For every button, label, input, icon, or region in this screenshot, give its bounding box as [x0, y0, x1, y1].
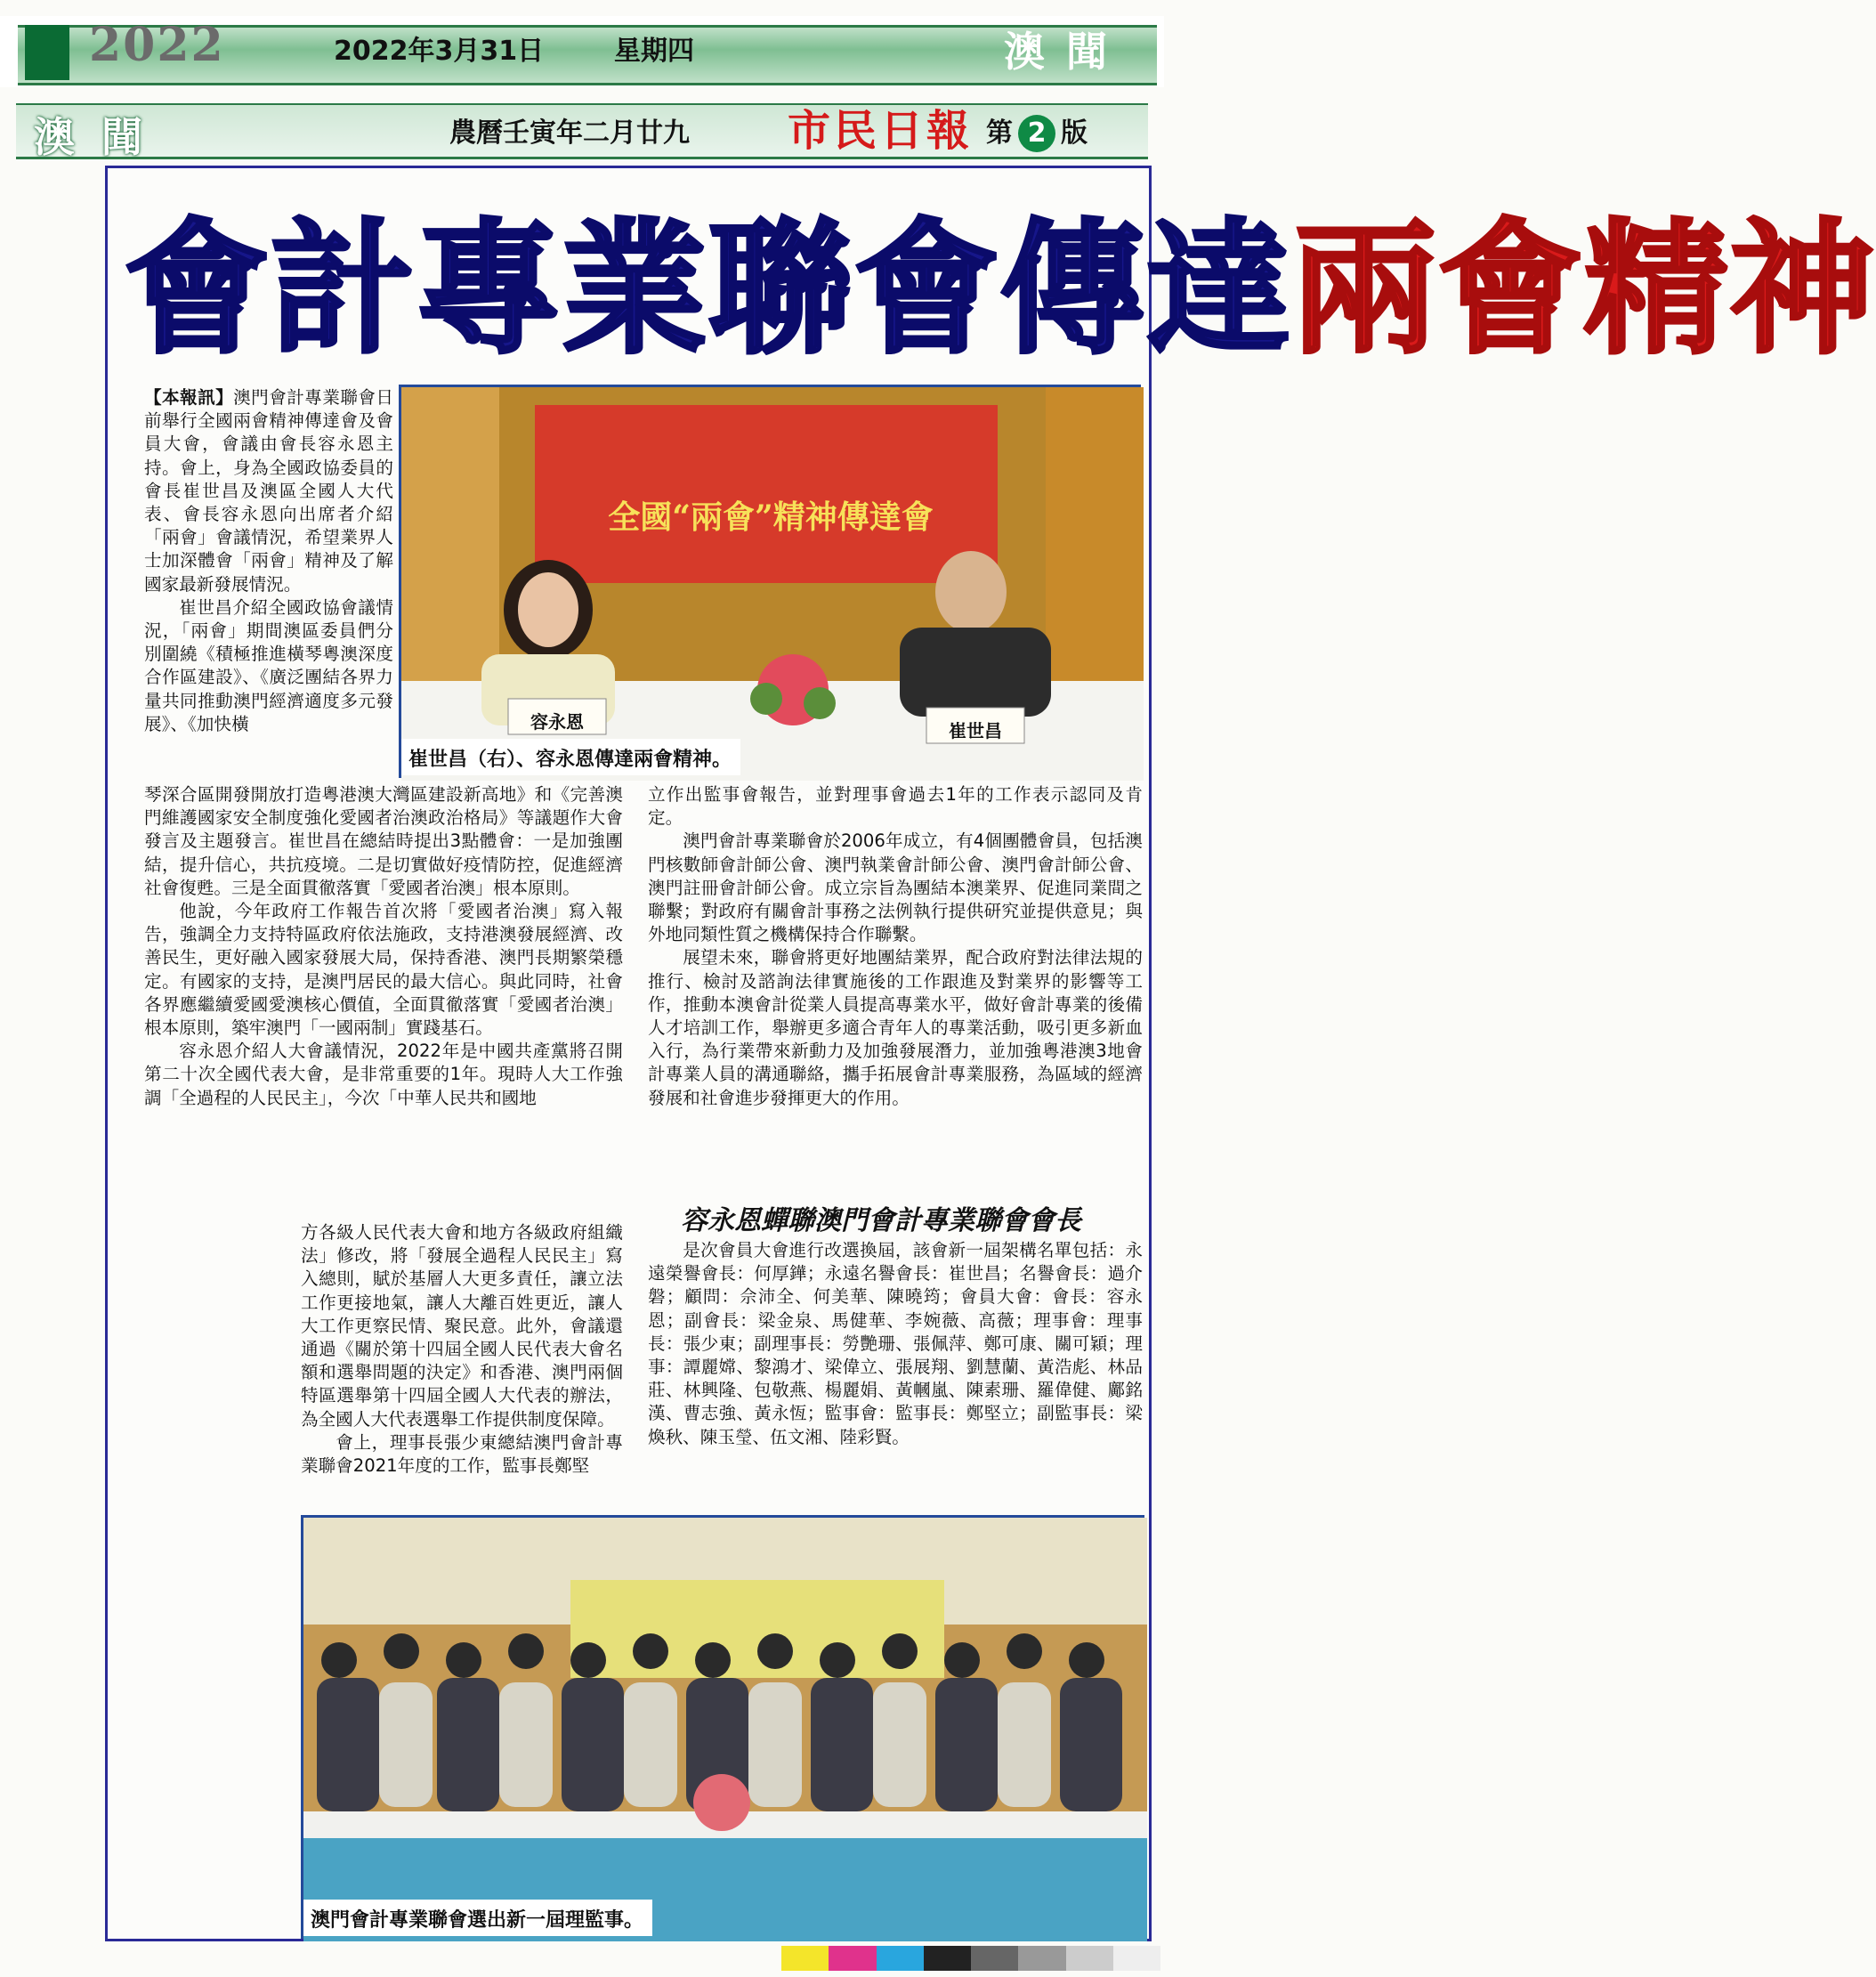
- article-column-right-lower: [648, 1239, 1143, 1449]
- color-swatch: [781, 1946, 829, 1971]
- printer-color-bar: [781, 1946, 1160, 1971]
- color-swatch: [877, 1946, 924, 1971]
- photo-meeting: [399, 385, 1141, 778]
- article-paragraph: 立作出監事會報告，並對理事會過去1年的工作表示認同及肯定。: [648, 784, 1143, 829]
- photo1-caption: 崔世昌（右）、容永恩傳達兩會精神。: [401, 739, 740, 775]
- article-text: 澳門會計專業聯會日前舉行全國兩會精神傳達會及會員大會，會議由會長容永恩主持。會上，身為全國政協委員的會長崔世昌及澳區全國人大代表、會長容永恩向出席者介紹「兩會」會議情況，希望業界人士加深體會「兩會」精神及了解國家最新發展情況。: [144, 387, 393, 595]
- article-paragraph: 澳門會計專業聯會於2006年成立，有4個團體會員，包括澳門核數師會計師公會、澳門執業會計師公會、澳門會計師公會、澳門註冊會計師公會。成立宗旨為團結本澳業界、促進同業間之聯繫；對政府有關會計事務之法例執行提供研究並提供意見；與外地同類性質之機構保持合作聯繫。: [648, 831, 1143, 945]
- article-paragraph: 展望未來，聯會將更好地團結業界，配合政府對法律法規的推行、檢討及諮詢法律實施後的工作跟進及對業界的影響等工作，推動本澳會計從業人員提高專業水平，做好會計專業的後備人才培訓工作，舉辦更多適合青年人的專業活動，吸引更多新血入行，為行業帶來新動力及加強發展潛力，並加強粵港澳3地會計專業人員的溝通聯絡，攜手拓展會計專業服務，為區域的經濟發展和社會進步發揮更大的作用。: [648, 947, 1143, 1108]
- nameplate-left: 容永恩: [530, 711, 584, 733]
- color-swatch: [924, 1946, 971, 1971]
- article-paragraph: 方各級人民代表大會和地方各級政府組織法」修改，將「發展全過程人民民主」寫入總則，賦於基層人大更多責任，讓立法工作更接地氣，讓人大離百姓更近，讓人大工作更察民情、聚民意。此外，會議還通過《關於第十四屆全國人民代表大會名額和選舉問題的決定》和香港、澳門兩個特區選舉第十四屆全國人大代表的辦法，為全國人大代表選舉工作提供制度保障。: [301, 1222, 623, 1430]
- header-green-block: [25, 25, 69, 80]
- article-paragraph: [144, 386, 393, 596]
- subheadline: 容永恩蟬聯澳門會計專業聯會會長: [681, 1205, 1081, 1236]
- photo2-caption: 澳門會計專業聯會選出新一屆理監事。: [303, 1900, 652, 1936]
- meeting-banner: 全國“兩會”精神傳達會: [608, 498, 934, 536]
- page-prefix: 第: [986, 117, 1013, 149]
- page-number-circle: 2: [1018, 115, 1055, 152]
- page-number: [986, 110, 1088, 152]
- newspaper-name: 市民日報: [788, 106, 974, 156]
- color-swatch: [1113, 1946, 1160, 1971]
- section-title-top: 澳聞: [1004, 28, 1128, 76]
- headline-part1: 會計專業聯會傳達: [125, 207, 1292, 374]
- article-column-left-narrow: [144, 386, 393, 736]
- article-paragraph: 是次會員大會進行改選換屆，該會新一屆架構名單包括：永遠榮譽會長：何厚鏵；永遠名譽會長：崔世昌；名譽會長：過介磐；顧問：佘沛全、何美華、陳曉筠；會員大會：會長：容永恩；副會長：梁金泉、馬健華、李婉薇、高薇；理事會：理事長：張少東；副理事長：勞艷珊、張佩萍、鄭可康、關可穎；理事：譚麗嫦、黎鴻才、梁偉立、張展翔、劉慧蘭、黃浩彪、林品莊、林興隆、包敬燕、楊麗娟、黃幗嵐、陳素珊、羅偉健、鄺銘漢、曹志強、黃永恆；監事會：監事長：鄭堅立；副監事長：梁煥秋、陳玉瑩、伍文湘、陸彩賢。: [648, 1240, 1143, 1447]
- article-paragraph: 會上，理事長張少東總結澳門會計專業聯會2021年度的工作，監事長鄭堅: [301, 1431, 623, 1477]
- article-column-right: [648, 783, 1143, 1110]
- article-paragraph: 琴深合區開發開放打造粵港澳大灣區建設新高地》和《完善澳門維護國家安全制度強化愛國者治澳政治格局》等議題作大會發言及主題發言。崔世昌在總結時提出3點體會：一是加強團結，提升信心，共抗疫境。二是切實做好疫情防控，促進經濟社會復甦。三是全面貫徹落實「愛國者治澳」根本原則。: [144, 784, 623, 898]
- edition-date: 2022年3月31日: [334, 36, 545, 67]
- lunar-date: 農曆壬寅年二月廿九: [449, 117, 690, 149]
- group-photo-image: [303, 1518, 1147, 1941]
- color-swatch: [971, 1946, 1018, 1971]
- article-paragraph: 崔世昌介紹全國政協會議情況，「兩會」期間澳區委員們分別圍繞《積極推進橫琴粵澳深度合作區建設》、《廣泛團結各界力量共同推動澳門經濟適度多元發展》、《加快橫: [144, 596, 393, 734]
- edition-weekday: 星期四: [614, 36, 694, 67]
- page-suffix: 版: [1061, 117, 1088, 149]
- article-paragraph: 他說，今年政府工作報告首次將「愛國者治澳」寫入報告，強調全力支持特區政府依法施政，支持港澳發展經濟、改善民生，更好融入國家發展大局，保持香港、澳門長期繁榮穩定。有國家的支持，是澳門居民的最大信心。與此同時，社會各界應繼續愛國愛澳核心價值，全面貫徹落實「愛國者治澳」根本原則，築牢澳門「一國兩制」實踐基石。: [144, 901, 623, 1039]
- nameplate-right: 崔世昌: [949, 720, 1002, 741]
- edition-year: 2022: [89, 18, 225, 72]
- lead-tag: 【本報訊】: [144, 387, 234, 408]
- article-column-left-wide: [144, 783, 623, 1110]
- photo-group: [301, 1515, 1144, 1939]
- article-paragraph: 容永恩介紹人大會議情況，2022年是中國共產黨將召開第二十次全國代表大會，是非常重要的1年。現時人大工作強調「全過程的人民民主」，今次「中華人民共和國地: [144, 1041, 623, 1108]
- article-column-left-lower: [301, 1221, 623, 1478]
- headline: [125, 174, 1876, 379]
- headline-part2: 兩會精神: [1292, 207, 1876, 374]
- color-swatch: [1066, 1946, 1113, 1971]
- section-title: 澳聞: [34, 113, 169, 161]
- color-swatch: [829, 1946, 876, 1971]
- color-swatch: [1018, 1946, 1065, 1971]
